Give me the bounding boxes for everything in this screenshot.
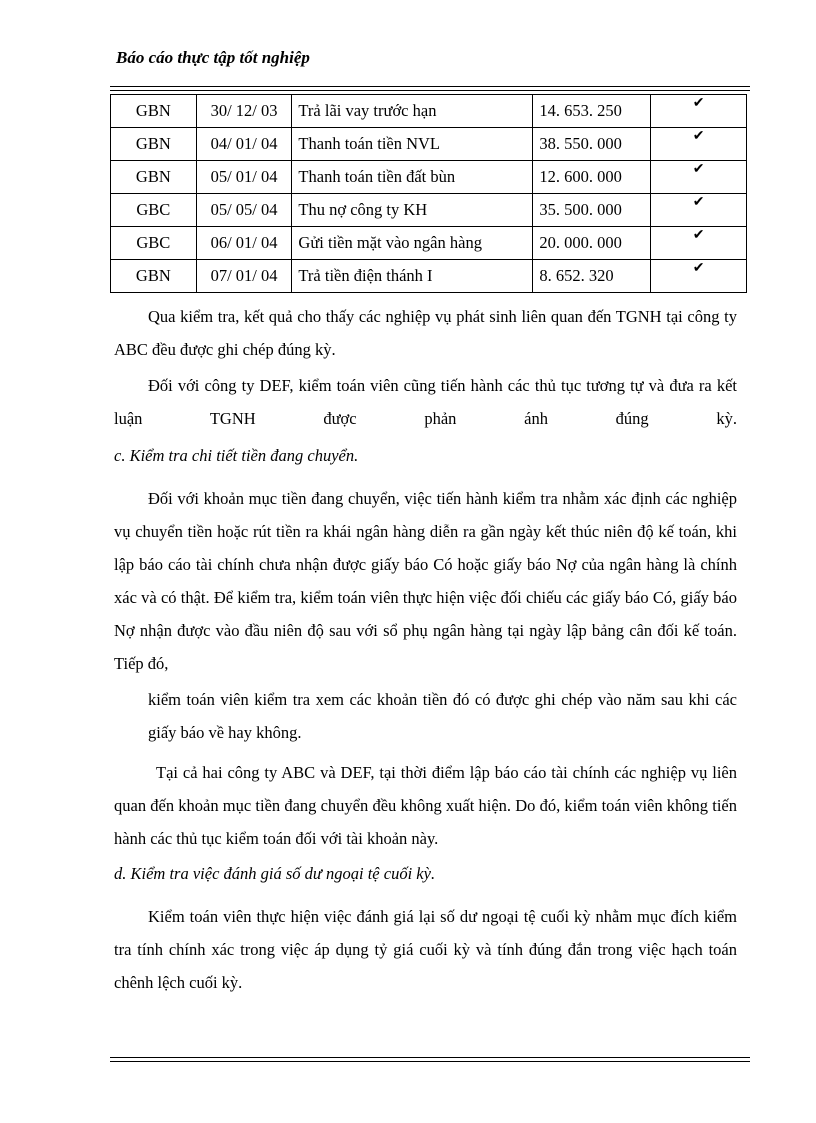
- page-header-title: Báo cáo thực tập tốt nghiệp: [116, 48, 310, 67]
- header-double-rule: [110, 86, 750, 91]
- date-cell: 05/ 05/ 04: [196, 194, 292, 227]
- checkmark-icon: ✔: [651, 227, 747, 260]
- checkmark-icon: ✔: [651, 194, 747, 227]
- table-row: [111, 161, 747, 194]
- voucher-type-cell: GBN: [111, 95, 197, 128]
- description-cell: Trả lãi vay trước hạn: [292, 95, 533, 128]
- paragraph-abc-conclusion: Qua kiểm tra, kết quả cho thấy các nghiệp vụ phát sinh liên quan đến TGNH tại công ty ABC đều được ghi chép đúng kỳ.: [114, 307, 737, 359]
- date-cell: 07/ 01/ 04: [196, 260, 292, 293]
- checkmark-icon: ✔: [651, 95, 747, 128]
- amount-cell: 20. 000. 000: [533, 227, 651, 260]
- voucher-type-cell: GBC: [111, 227, 197, 260]
- checkmark-icon: ✔: [651, 260, 747, 293]
- description-cell: Thanh toán tiền đất bùn: [292, 161, 533, 194]
- paragraph-no-transit-items: Tại cả hai công ty ABC và DEF, tại thời điểm lập báo cáo tài chính các nghiệp vụ liên quan đến khoản mục tiền đang chuyển đều không xuất hiện. Do đó, kiểm toán viên không tiến hành các thủ tục kiểm toán đối với tài khoản này.: [114, 763, 737, 848]
- paragraph-cash-in-transit-cont: kiểm toán viên kiểm tra xem các khoản tiền đó có được ghi chép vào năm sau khi các giấy báo về hay không.: [148, 690, 737, 742]
- description-cell: Thanh toán tiền NVL: [292, 128, 533, 161]
- table-row: [111, 227, 747, 260]
- description-cell: Trả tiền điện thánh I: [292, 260, 533, 293]
- voucher-type-cell: GBN: [111, 161, 197, 194]
- paragraph-foreign-currency: Kiểm toán viên thực hiện việc đánh giá lại số dư ngoại tệ cuối kỳ nhằm mục đích kiểm tra tính chính xác trong việc áp dụng tỷ giá cuối kỳ và tính đúng đắn trong việc hạch toán chênh lệch cuối kỳ.: [114, 907, 737, 992]
- description-cell: Thu nợ công ty KH: [292, 194, 533, 227]
- amount-cell: 38. 550. 000: [533, 128, 651, 161]
- amount-cell: 35. 500. 000: [533, 194, 651, 227]
- amount-cell: 12. 600. 000: [533, 161, 651, 194]
- voucher-type-cell: GBN: [111, 260, 197, 293]
- date-cell: 05/ 01/ 04: [196, 161, 292, 194]
- paragraph-cash-in-transit: Đối với khoản mục tiền đang chuyển, việc tiến hành kiểm tra nhằm xác định các nghiệp vụ chuyển tiền hoặc rút tiền ra khái ngân hàng diễn ra gần ngày kết thúc niên độ kế toán, khi lập báo cáo tài chính chưa nhận được giấy báo Có hoặc giấy báo Nợ của ngân hàng là chính xác và có thật. Để kiểm tra, kiểm toán viên thực hiện việc đối chiếu các giấy báo Có, giấy báo Nợ nhận được vào đầu niên độ sau với sổ phụ ngân hàng tại ngày lập bảng cân đối kế toán. Tiếp đó,: [114, 489, 737, 673]
- description-cell: Gửi tiền mặt vào ngân hàng: [292, 227, 533, 260]
- paragraph-def-conclusion: Đối với công ty DEF, kiểm toán viên cũng tiến hành các thủ tục tương tự và đưa ra kết luận TGNH được phản ánh đúng kỳ.: [114, 376, 737, 428]
- bank-transactions-table: [110, 94, 747, 293]
- voucher-type-cell: GBN: [111, 128, 197, 161]
- table-row: [111, 194, 747, 227]
- amount-cell: 8. 652. 320: [533, 260, 651, 293]
- checkmark-icon: ✔: [651, 128, 747, 161]
- voucher-type-cell: GBC: [111, 194, 197, 227]
- table-row: [111, 128, 747, 161]
- section-heading-d: d. Kiểm tra việc đánh giá số dư ngoại tệ cuối kỳ.: [114, 864, 436, 883]
- date-cell: 30/ 12/ 03: [196, 95, 292, 128]
- table-row: [111, 260, 747, 293]
- table-row: [111, 95, 747, 128]
- date-cell: 06/ 01/ 04: [196, 227, 292, 260]
- checkmark-icon: ✔: [651, 161, 747, 194]
- section-heading-c: c. Kiểm tra chi tiết tiền đang chuyển.: [114, 446, 359, 465]
- footer-double-rule: [110, 1057, 750, 1062]
- amount-cell: 14. 653. 250: [533, 95, 651, 128]
- date-cell: 04/ 01/ 04: [196, 128, 292, 161]
